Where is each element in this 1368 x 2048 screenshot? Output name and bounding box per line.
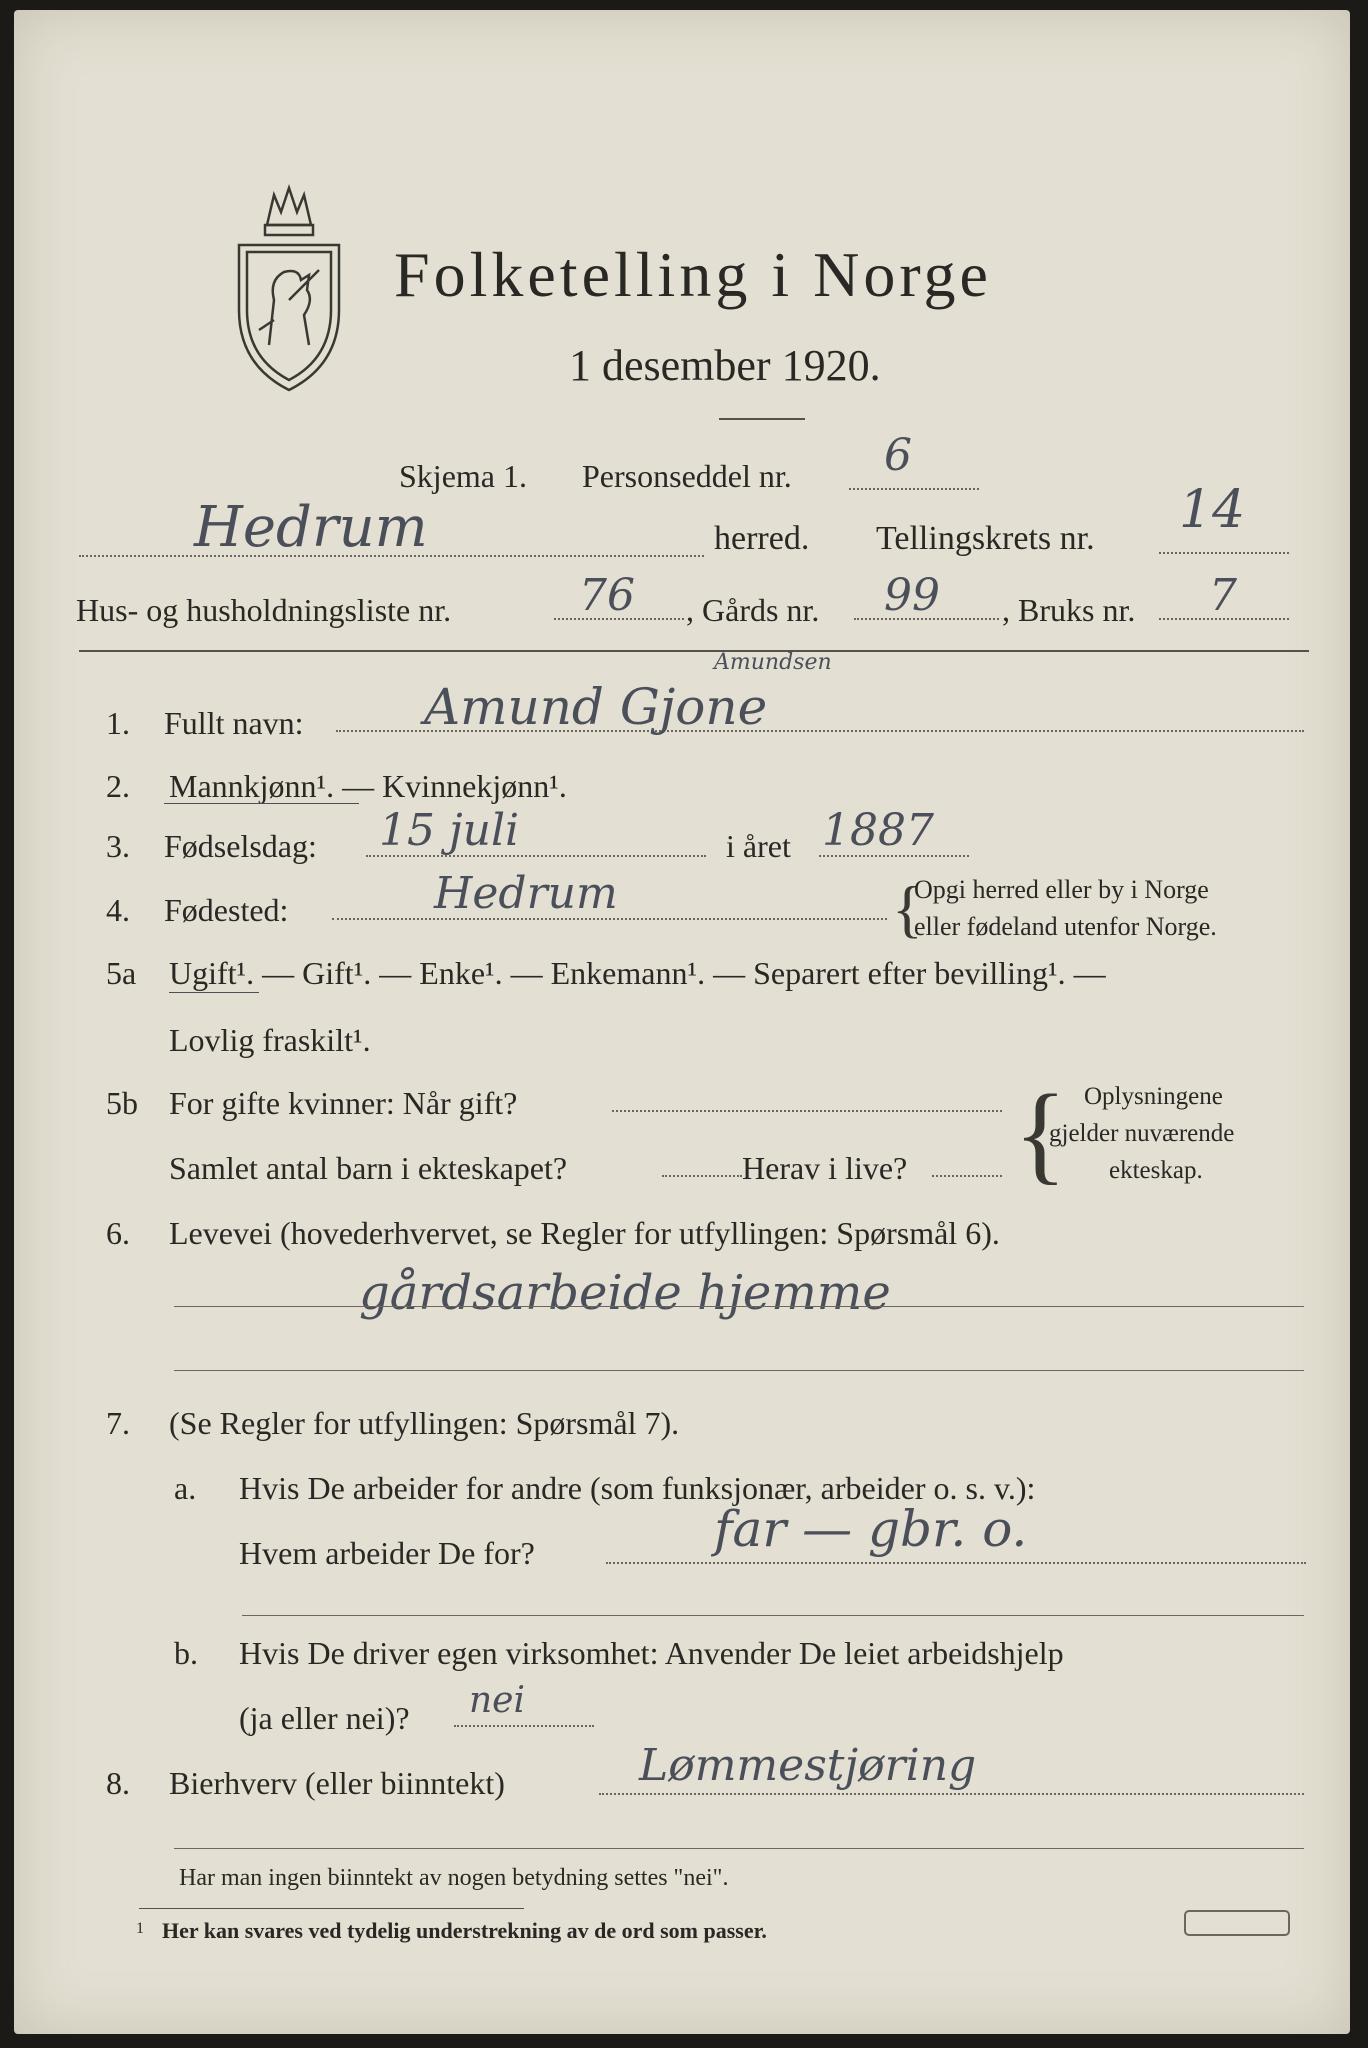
q7a-line1: Hvis De arbeider for andre (som funksjonær, arbeider o. s. v.):: [239, 1470, 1036, 1506]
q1-value: Amund Gjone: [424, 678, 768, 736]
q5b-note2: gjelder nuværende: [1049, 1120, 1235, 1147]
title-divider: [719, 418, 805, 420]
q5b-number: 5b: [106, 1085, 138, 1121]
header-divider: [79, 650, 1309, 652]
q4-brace: {: [892, 873, 923, 944]
footer-note: Har man ingen biinntekt av nogen betydning settes "nei".: [179, 1865, 729, 1891]
census-form: [14, 10, 1350, 2034]
q8-label: Bierhverv (eller biinntekt): [169, 1765, 505, 1801]
q8-value: Lømmestjøring: [639, 1740, 977, 1791]
q2-options: Mannkjønn¹. — Kvinnekjønn¹.: [169, 768, 567, 804]
printer-stamp: [1184, 1910, 1290, 1936]
q5b-line2b: Herav i live?: [742, 1150, 908, 1186]
q1-number: 1.: [106, 705, 130, 741]
husliste-value: 76: [579, 570, 635, 621]
q6-label: Levevei (hovederhvervet, se Regler for utfyllingen: Spørsmål 6).: [169, 1215, 1000, 1251]
q1-annotation: Amundsen: [714, 650, 832, 675]
personseddel-label: Personseddel nr.: [582, 458, 792, 494]
q4-value: Hedrum: [434, 868, 618, 919]
q3-year-value: 1887: [822, 805, 934, 856]
personseddel-value: 6: [884, 430, 912, 481]
bruks-value: 7: [1209, 570, 1237, 621]
q7b-line2: (ja eller nei)?: [239, 1700, 410, 1736]
tellingskrets-value: 14: [1179, 480, 1246, 540]
q5b-alive-field[interactable]: [932, 1175, 1002, 1177]
q3-year-label: i året: [726, 828, 791, 864]
q3-number: 3.: [106, 828, 130, 864]
q5b-note1: Oplysningene: [1084, 1083, 1223, 1110]
herred-label: herred.: [714, 520, 810, 557]
q8-number: 8.: [106, 1765, 130, 1801]
q8-field[interactable]: [599, 1793, 1304, 1795]
q7a-value: far — gbr. o.: [714, 1500, 1028, 1558]
q7a-line2: Hvem arbeider De for?: [239, 1535, 535, 1571]
footnote-mark: 1: [136, 1920, 144, 1937]
q4-note-line2: eller fødeland utenfor Norge.: [914, 912, 1217, 941]
census-date: 1 desember 1920.: [569, 341, 881, 390]
footer-divider: [139, 1908, 524, 1909]
q5a-options-line2: Lovlig fraskilt¹.: [169, 1022, 371, 1058]
q7a-field[interactable]: [606, 1562, 1306, 1564]
q7b-letter: b.: [174, 1635, 198, 1671]
gards-value: 99: [884, 570, 940, 621]
tellingskrets-label: Tellingskrets nr.: [876, 520, 1095, 557]
personseddel-field[interactable]: [849, 488, 979, 490]
q5b-children-field[interactable]: [662, 1175, 742, 1177]
q5b-married-field[interactable]: [612, 1110, 1002, 1112]
q4-label: Fødested:: [164, 892, 289, 928]
q6-number: 6.: [106, 1215, 130, 1251]
herred-value: Hedrum: [194, 495, 428, 560]
gards-label: , Gårds nr.: [686, 592, 820, 628]
coat-of-arms-icon: [229, 180, 349, 395]
q5b-line1: For gifte kvinner: Når gift?: [169, 1085, 518, 1121]
q6-line2[interactable]: [174, 1370, 1304, 1371]
q3-label: Fødselsdag:: [164, 828, 317, 864]
q7-number: 7.: [106, 1405, 130, 1441]
skjema-label: Skjema 1.: [399, 458, 527, 494]
form-title: Folketelling i Norge: [394, 239, 992, 310]
q5a-options: Ugift¹. — Gift¹. — Enke¹. — Enkemann¹. — Separert efter bevilling¹. —: [169, 955, 1106, 991]
q7b-value: nei: [469, 1680, 526, 1721]
footnote-text: Her kan svares ved tydelig understrekning av de ord som passer.: [162, 1918, 767, 1943]
q5b-brace: {: [1014, 1072, 1067, 1194]
q7a-line-extra[interactable]: [242, 1615, 1304, 1616]
husliste-label: Hus- og husholdningsliste nr.: [76, 592, 452, 628]
q7-label: (Se Regler for utfyllingen: Spørsmål 7).: [169, 1405, 680, 1441]
bruks-label: , Bruks nr.: [1002, 592, 1136, 628]
q4-note-line1: Opgi herred eller by i Norge: [914, 875, 1209, 904]
q7b-field[interactable]: [454, 1725, 594, 1727]
q5a-number: 5a: [106, 955, 137, 991]
q7a-letter: a.: [174, 1470, 197, 1506]
tellingskrets-field[interactable]: [1159, 552, 1289, 554]
q5a-underline-ugift: [169, 992, 259, 993]
q1-label: Fullt navn:: [164, 705, 304, 741]
q2-underline-mannkjonn: [164, 803, 359, 804]
q3-value: 15 juli: [379, 805, 520, 856]
q5b-line2a: Samlet antal barn i ekteskapet?: [169, 1150, 568, 1186]
q7b-line1: Hvis De driver egen virksomhet: Anvender De leiet arbeidshjelp: [239, 1635, 1064, 1671]
q6-line1[interactable]: [174, 1306, 1304, 1307]
q5b-note3: ekteskap.: [1109, 1157, 1203, 1184]
q2-number: 2.: [106, 768, 130, 804]
q4-number: 4.: [106, 892, 130, 928]
q8-line-extra[interactable]: [174, 1848, 1304, 1849]
q6-value: gårdsarbeide hjemme: [359, 1265, 891, 1321]
